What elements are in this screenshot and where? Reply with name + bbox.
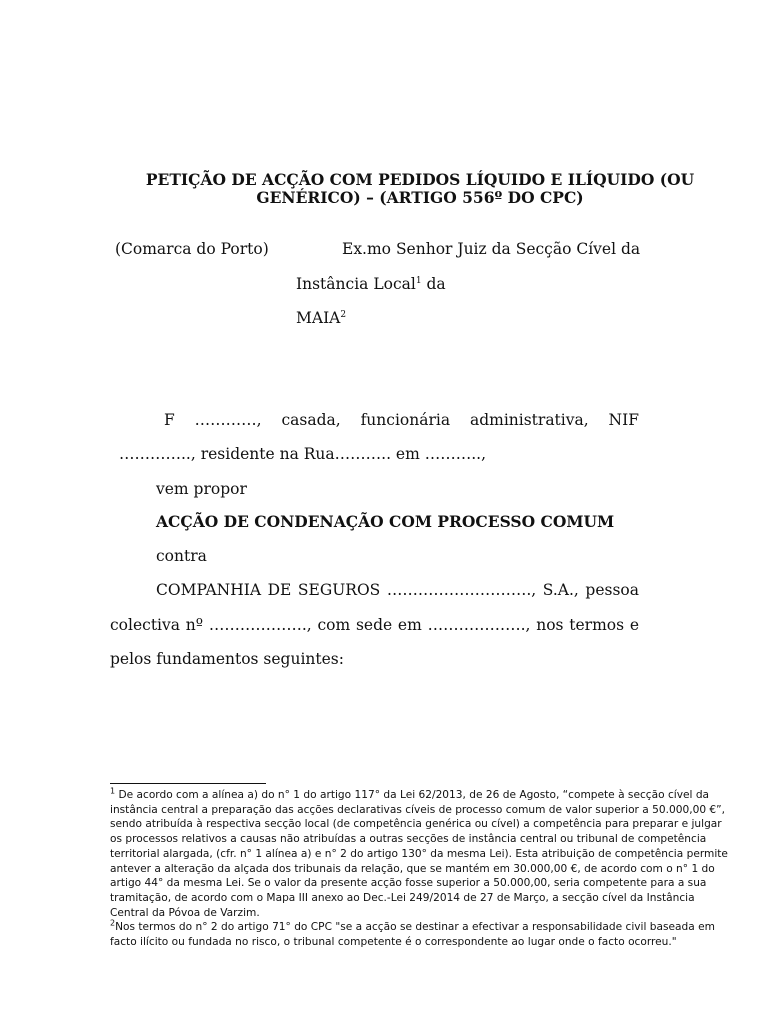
contra-text: contra [156,547,207,565]
addressee-line-2-suffix: da [421,275,446,293]
footnote-1-text: De acordo com a alínea a) do n° 1 do artigo 117° da Lei 62/2013, de 26 de Agosto, “compete à secção cível da instância central a preparação das acções declarativas cíveis de processo comum de valor superior a 50.000,00 €”, sendo atribuída à respectiva secção local (de competência genérica ou cível) a competência para preparar e julgar os processos relativos a causas não atribuídas a outras secções de instância central ou tribunal de competência territorial alargada, (cfr. n° 1 alínea a) e n° 2 do artigo 130° da mesma Lei). Esta atribuição de competência permite antever a alteração da alçada dos tribunais da relação, que se mantém em 30.000,00 €, de acordo com o n° 1 do artigo 44° da mesma Lei. Se o valor da presente acção fosse superior a 50.000,00, seria competente para a sua tramitação, de acordo com o Mapa III anexo ao Dec.-Lei 249/2014 de 27 de Março, a secção cível da Instância Central da Póvoa de Varzim. [110,789,728,919]
footnote-2-mark: 2 [110,918,116,928]
footnotes-section [110,788,730,950]
vem-propor-text: vem propor [156,480,247,498]
footnote-ref-2[interactable]: 2 [340,309,347,320]
addressee-line-3 [296,309,346,327]
footnote-2-text: Nos termos do n° 2 do artigo 71° do CPC "se a acção se destinar a efectivar a responsabilidade civil baseada em facto ilícito ou fundada no risco, o tribunal competente é o correspondente ao lugar onde o facto ocorreu." [110,921,715,949]
defendant-line-3: pelos fundamentos seguintes: [110,650,344,668]
party-line-1: F …………, casada, funcionária administrativa, NIF [164,411,639,429]
footnote-1-mark: 1 [110,786,116,796]
addressee-line-1: Ex.mo Senhor Juiz da Secção Cível da [342,240,641,258]
action-title: ACÇÃO DE CONDENAÇÃO COM PROCESSO COMUM [156,512,615,531]
addressee-line-3-text: MAIA [296,309,341,327]
document-title: PETIÇÃO DE ACÇÃO COM PEDIDOS LÍQUIDO E ILÍQUIDO (OU GENÉRICO) – (ARTIGO 556º DO CPC) [145,170,695,207]
comarca-label: (Comarca do Porto) [115,240,269,258]
defendant-line-1: COMPANHIA DE SEGUROS ………………………., S.A., pessoa [156,581,639,599]
footnote-1 [110,788,730,920]
addressee-line-2 [296,275,446,293]
footnote-separator [110,783,266,784]
party-line-2: ………….., residente na Rua……….. em ……….., [119,445,487,463]
footnote-2 [110,920,730,949]
footnote-ref-1[interactable]: 1 [415,275,422,286]
defendant-line-2: colectiva nº ………………., com sede em ………………., nos termos e [110,616,639,634]
addressee-line-2-text: Instância Local [296,275,416,293]
